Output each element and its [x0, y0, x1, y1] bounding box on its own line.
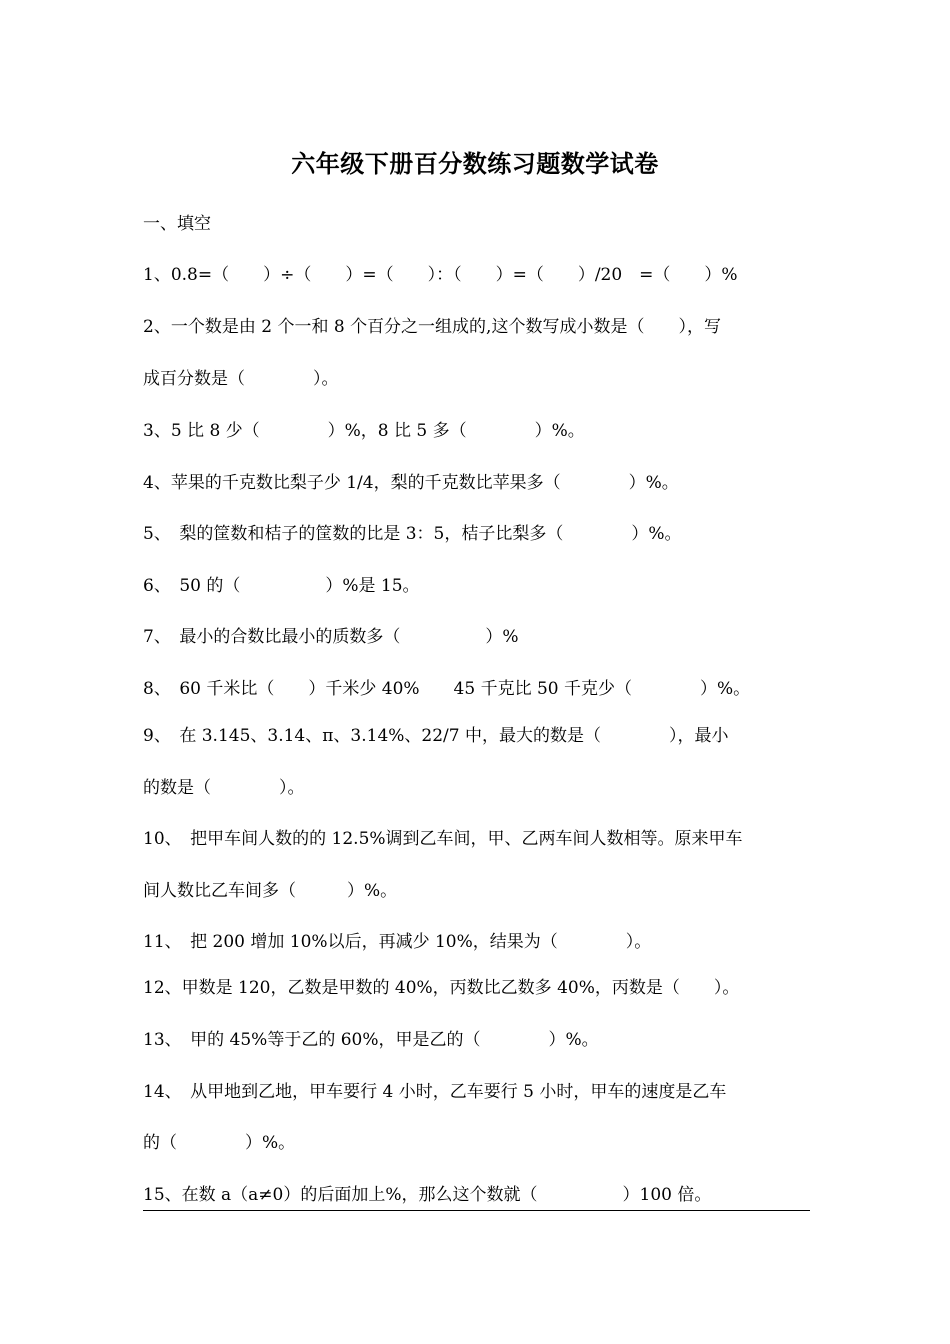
question-line: 1、0.8=（ ）÷（ ）=（ ）：（ ）=（ ）/20 =（ ）%: [143, 265, 738, 285]
question-line: 7、 最小的合数比最小的质数多（ ）%: [143, 627, 519, 647]
page-title: 六年级下册百分数练习题数学试卷: [291, 149, 659, 178]
question-line: 9、 在 3.145、3.14、π、3.14%、22/7 中，最大的数是（ ），最小: [143, 726, 729, 746]
question-line: 11、 把 200 增加 10%以后，再减少 10%，结果为（ ）。: [143, 932, 652, 952]
question-line: 2、一个数是由 2 个一和 8 个百分之一组成的,这个数写成小数是（ ），写: [143, 317, 721, 337]
question-line: 14、 从甲地到乙地，甲车要行 4 小时，乙车要行 5 小时，甲车的速度是乙车: [143, 1082, 727, 1102]
question-line: 8、 60 千米比（ ）千米少 40% 45 千克比 50 千克少（ ）%。: [143, 679, 751, 699]
question-line: 15、在数 a（a≠0）的后面加上%，那么这个数就（ ）100 倍。: [143, 1185, 712, 1205]
question-line: 4、苹果的千克数比梨子少 1/4，梨的千克数比苹果多（ ）%。: [143, 473, 679, 493]
question-line: 成百分数是（ ）。: [143, 369, 339, 389]
question-line: 5、 梨的筐数和桔子的筐数的比是 3：5，桔子比梨多（ ）%。: [143, 524, 682, 544]
question-line: 间人数比乙车间多（ ）%。: [143, 881, 398, 901]
question-line: 6、 50 的（ ）%是 15。: [143, 576, 420, 596]
section-heading: 一、填空: [143, 214, 211, 234]
question-line: 的（ ）%。: [143, 1133, 296, 1153]
question-line: 13、 甲的 45%等于乙的 60%，甲是乙的（ ）%。: [143, 1030, 599, 1050]
question-line: 的数是（ ）。: [143, 778, 305, 798]
question-line: 3、5 比 8 少（ ）%，8 比 5 多（ ）%。: [143, 421, 585, 441]
question-line: 12、甲数是 120，乙数是甲数的 40%，丙数比乙数多 40%，丙数是（ ）。: [143, 978, 740, 998]
footer-rule: [143, 1210, 810, 1211]
question-line: 10、 把甲车间人数的的 12.5%调到乙车间，甲、乙两车间人数相等。原来甲车: [143, 829, 743, 849]
